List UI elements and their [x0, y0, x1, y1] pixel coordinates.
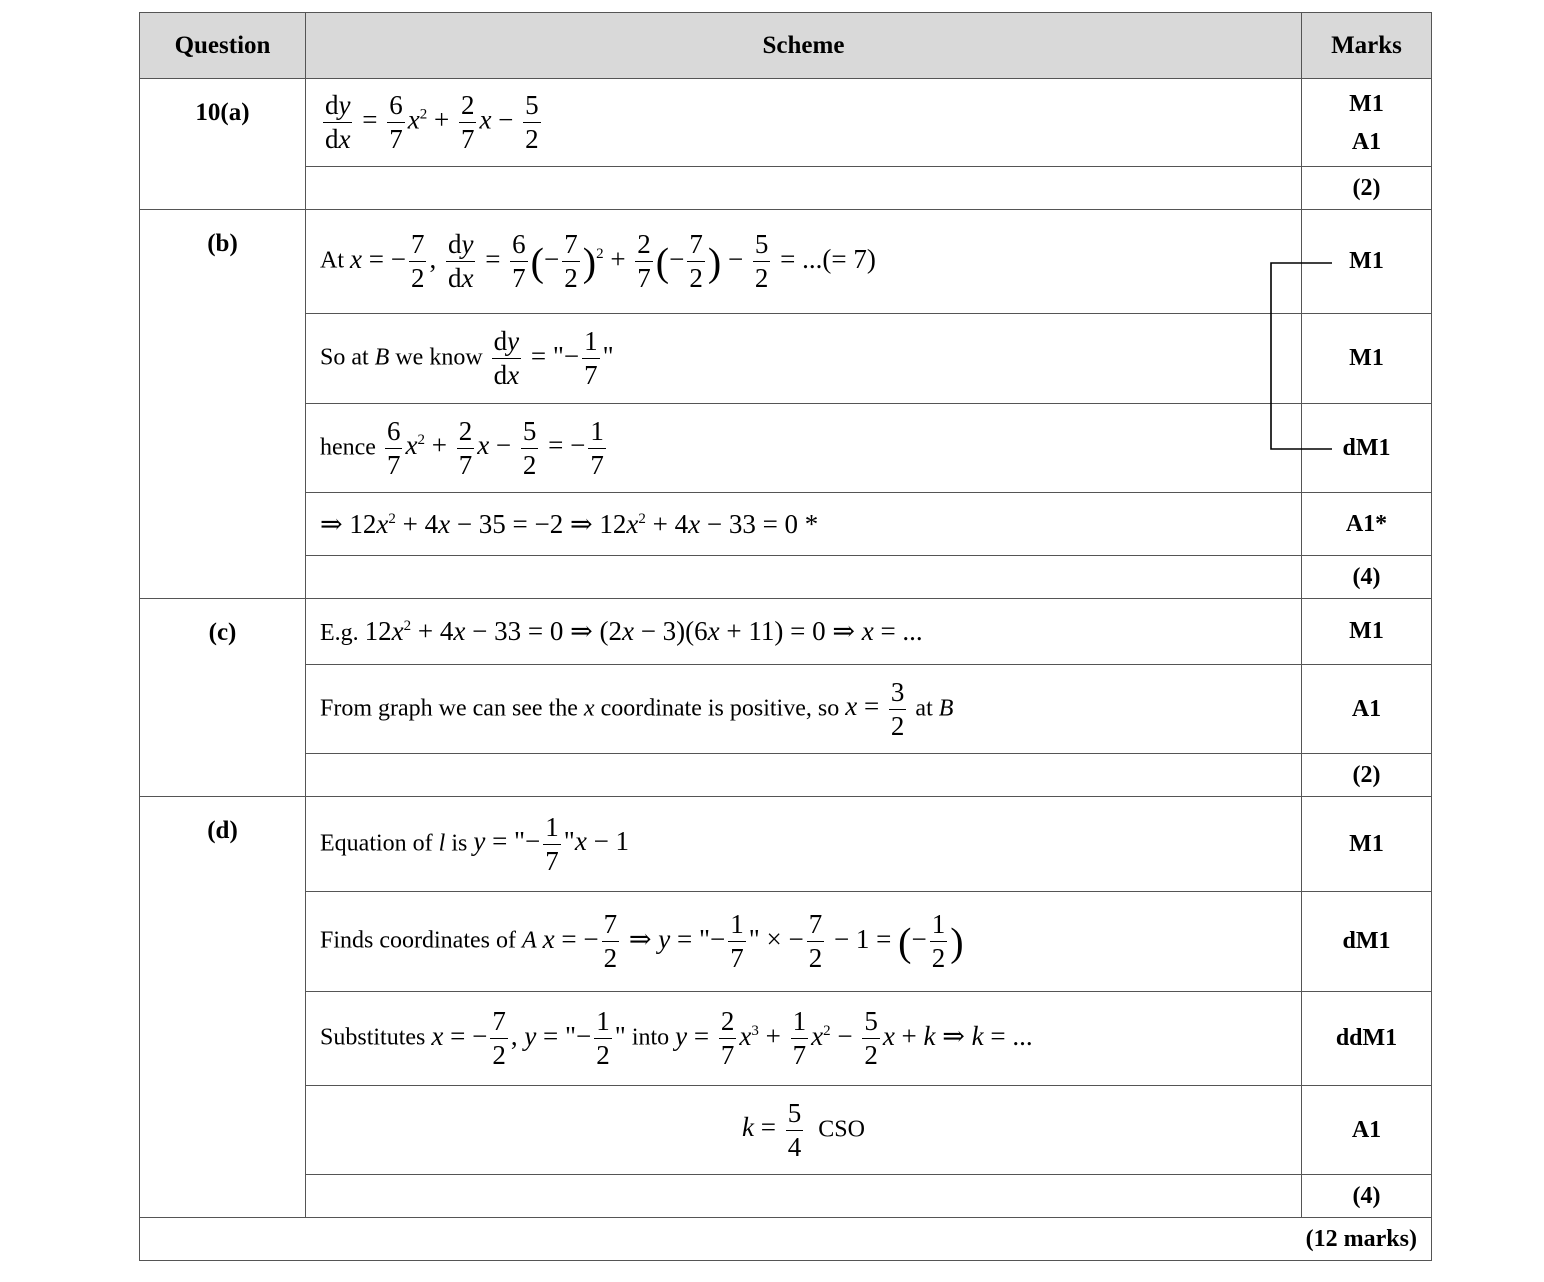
part-b-row-4 — [140, 493, 1432, 556]
total-marks: (12 marks) — [140, 1218, 1432, 1261]
question-label-b: (b) — [140, 210, 306, 599]
scheme-d-substitute: Substitutes x = − $\frac{7}{2}$ , y = "− $\frac{1}{2}$ " into y = $\frac{2}{7}$ $x^3$ + $\frac{1}{7}$ $x^2$ − $\frac{5}{2}$ x + k ⇒ k = ... — [306, 992, 1302, 1086]
question-label-c: (c) — [140, 599, 306, 797]
part-c-row-1 — [140, 599, 1432, 665]
mark-b-4: A1* — [1302, 493, 1432, 556]
at-text: At — [320, 247, 344, 274]
part-b-subtotal-row — [140, 556, 1432, 599]
scheme-d-line-equation: Equation of l is y = "− $\frac{1}{7}$ "x − 1 — [306, 797, 1302, 892]
marks-header: Marks — [1302, 13, 1432, 79]
part-d-row-1 — [140, 797, 1432, 892]
mark-scheme-table — [139, 12, 1432, 1261]
header-row — [140, 13, 1432, 79]
scheme-blank — [306, 556, 1302, 599]
part-d-row-3 — [140, 992, 1432, 1086]
mark-a-a1: A1 — [1351, 128, 1382, 155]
total-row — [140, 1218, 1432, 1261]
scheme-d-k-value: k = $\frac{5}{4}$ CSO — [306, 1086, 1302, 1175]
scheme-b-gradient-at-b: So at B we know $\frac{dy}{dx}$ = "− $\frac{1}{7}$ " — [306, 314, 1302, 404]
mark-d-3: ddM1 — [1302, 992, 1432, 1086]
scheme-blank — [306, 167, 1302, 210]
question-label-d: (d) — [140, 797, 306, 1218]
bracket-line — [1271, 263, 1332, 449]
part-a-row-1 — [140, 79, 1432, 167]
part-d-row-4 — [140, 1086, 1432, 1175]
scheme-a-derivative: $\frac{dy}{dx}$ = $\frac{6}{7}$ $x^2$ + $\frac{2}{7}$ x − $\frac{5}{2}$ — [306, 79, 1302, 167]
part-c-subtotal-row — [140, 754, 1432, 797]
subtotal-b: (4) — [1302, 556, 1432, 599]
part-d-subtotal-row — [140, 1175, 1432, 1218]
mark-scheme — [139, 12, 1431, 1261]
scheme-b-gradient-at-a: At x = − $\frac{7}{2}$ , $\frac{dy}{dx}$ = $\frac{6}{7}$ (− $\frac{7}{2}$ )$^2$ + $\frac{2}{7}$ (− $\frac{7}{2}$ ) − $\frac{5}{2}$ = ...(= 7) — [306, 210, 1302, 314]
part-b-row-2 — [140, 314, 1432, 404]
mark-b-3: dM1 — [1302, 404, 1432, 493]
question-header: Question — [140, 13, 306, 79]
part-a-subtotal-row — [140, 167, 1432, 210]
scheme-blank — [306, 1175, 1302, 1218]
subtotal-c: (2) — [1302, 754, 1432, 797]
part-d-row-2 — [140, 892, 1432, 992]
mark-b-1: M1 — [1302, 210, 1432, 314]
mark-d-1: M1 — [1302, 797, 1432, 892]
scheme-blank — [306, 754, 1302, 797]
marks-a — [1302, 79, 1432, 167]
scheme-b-hence: hence $\frac{6}{7}$ $x^2$ + $\frac{2}{7}$ x − $\frac{5}{2}$ = − $\frac{1}{7}$ — [306, 404, 1302, 493]
part-b-row-3 — [140, 404, 1432, 493]
subtotal-d: (4) — [1302, 1175, 1432, 1218]
mark-c-1: M1 — [1302, 599, 1432, 665]
scheme-b-quadratic: ⇒ $12x^2 + 4x - 35 = -2$ ⇒ $12x^2 + 4x - 33 = 0$ * — [306, 493, 1302, 556]
part-b-row-1 — [140, 210, 1432, 314]
mark-a-m1: M1 — [1349, 90, 1384, 117]
scheme-c-factorise: E.g. $12x^2 + 4x - 33 = 0$ ⇒ (2x − 3)(6x + 11) = 0 ⇒ x = ... — [306, 599, 1302, 665]
question-label-a: 10(a) — [140, 79, 306, 210]
mark-d-2: dM1 — [1302, 892, 1432, 992]
scheme-header: Scheme — [306, 13, 1302, 79]
part-c-row-2 — [140, 665, 1432, 754]
scheme-d-coordinates-a: Finds coordinates of A x = − $\frac{7}{2}$ ⇒ y = "− $\frac{1}{7}$ " × − $\frac{7}{2}$ − 1 = (− $\frac{1}{2}$ ) — [306, 892, 1302, 992]
scheme-c-positive-root: From graph we can see the x coordinate is positive, so x = $\frac{3}{2}$ at B — [306, 665, 1302, 754]
method-bracket — [1270, 262, 1332, 450]
mark-c-2: A1 — [1302, 665, 1432, 754]
mark-d-4: A1 — [1302, 1086, 1432, 1175]
mark-b-2: M1 — [1302, 314, 1432, 404]
subtotal-a: (2) — [1302, 167, 1432, 210]
